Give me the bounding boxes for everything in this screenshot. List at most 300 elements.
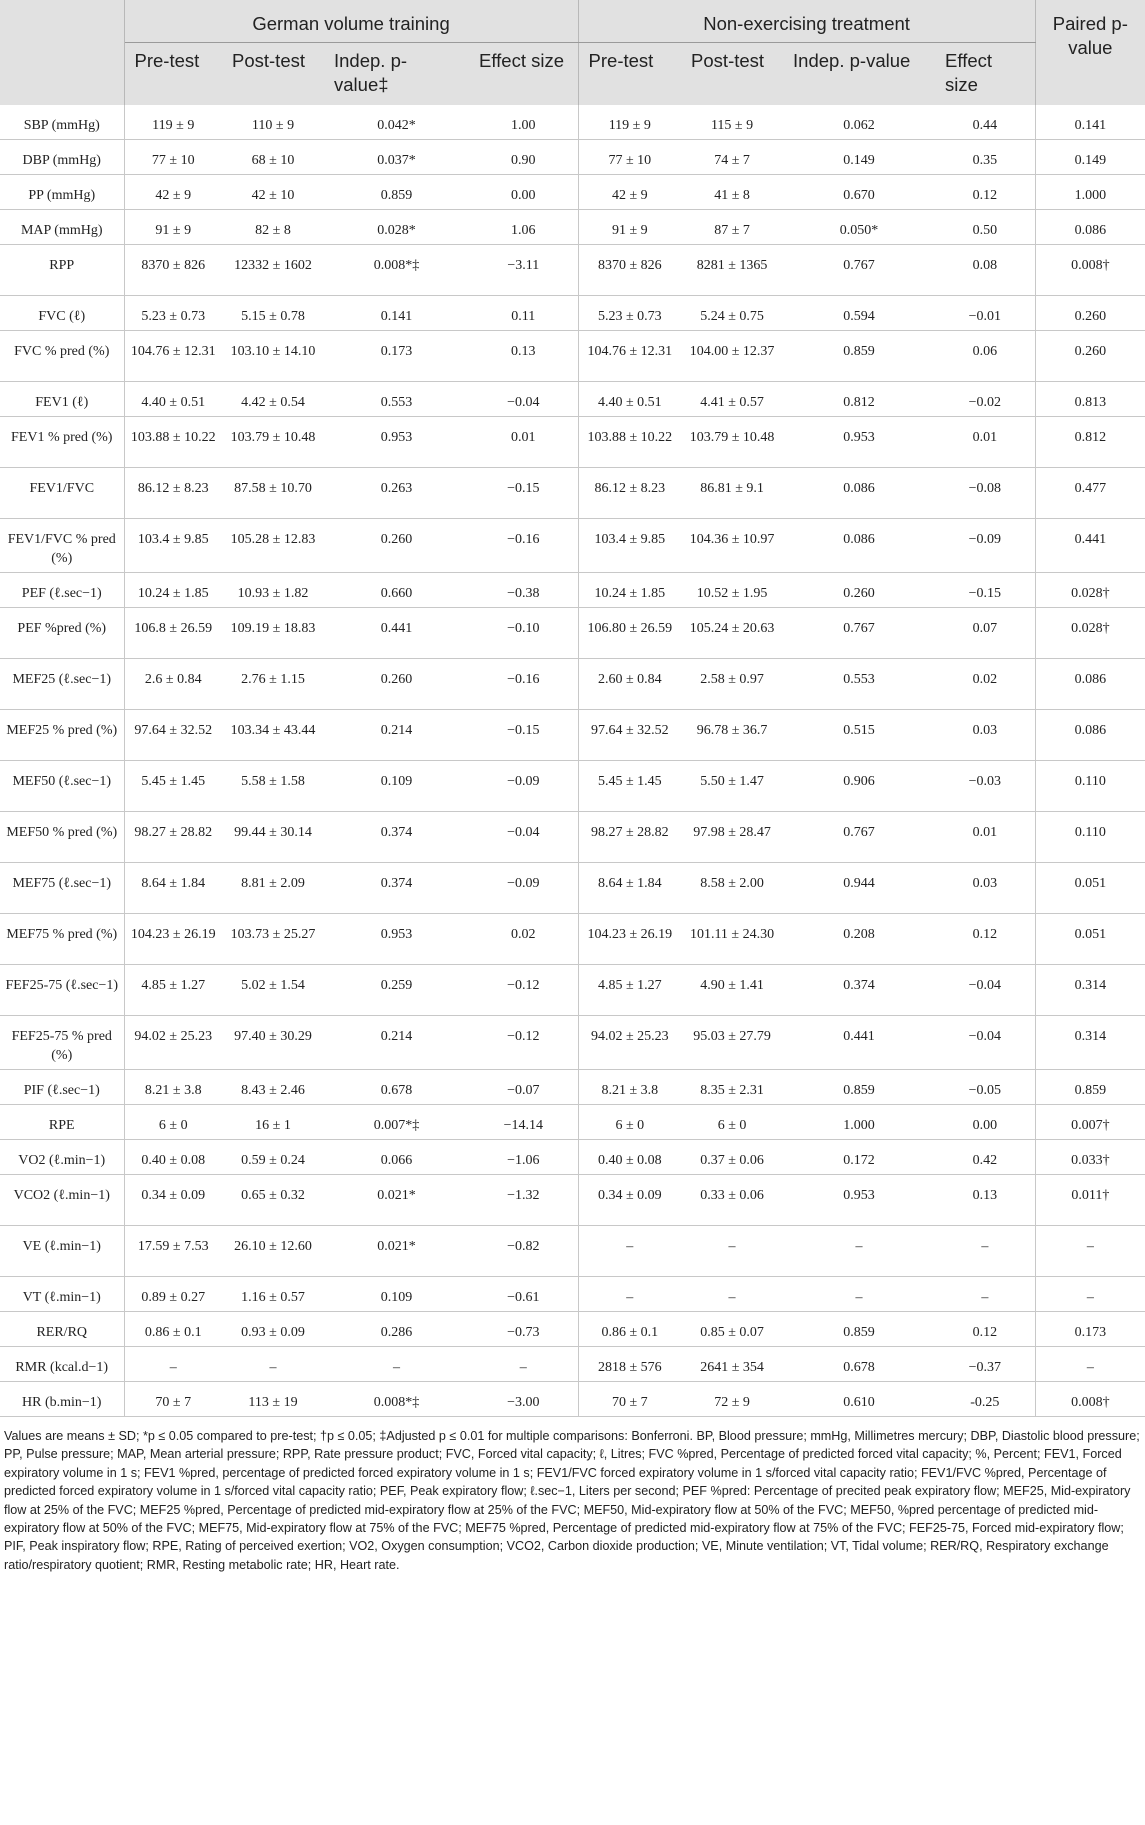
cell-net-post: 95.03 ± 27.79 (681, 1016, 783, 1070)
cell-gvt-pre: 5.45 ± 1.45 (124, 761, 222, 812)
cell-gvt-pre: 91 ± 9 (124, 210, 222, 245)
group-header-gvt: German volume training (124, 0, 578, 43)
cell-gvt-effect: −0.16 (469, 519, 578, 573)
cell-variable: FEF25-75 % pred (%) (0, 1016, 124, 1070)
table-row (0, 468, 1145, 519)
cell-paired-p: 0.011† (1035, 1175, 1145, 1226)
cell-paired-p: 0.859 (1035, 1070, 1145, 1105)
table-footnote: Values are means ± SD; *p ≤ 0.05 compared to pre-test; †p ≤ 0.05; ‡Adjusted p ≤ 0.01 for multiple comparisons: Bonferroni. BP, Blood pressure; mmHg, Millimetres mercury; DBP, Diastolic blood pressure; PP, Pulse pressure; MAP, Mean arterial pressure; RPP, Rate pressure product; FVC, Forced vital capacity; ℓ, Litres; FVC %pred, Percentage of predicted forced vital capacity; %, Percent; FEV1, Forced expiratory volume in 1 s; FEV1 %pred, percentage of predicted forced expiratory volume in 1 s; FEV1/FVC forced expiratory volume in 1 s/forced vital capacity ratio; FEV1/FVC %pred, Percentage of predicted forced expiratory volume in 1 s/forced vital capacity ratio; PEF, Peak expiratory flow; ℓ.sec−1, Liters per second; PEF %pred: Percentage of precited peak expiratory flow; MEF25, Mid-expiratory flow at 25% of the FVC; MEF25 %pred, Percentage of predicted mid-expiratory flow at 25% of the FVC; MEF50, Mid-expiratory flow at 50% of the FVC; MEF50, %pred percentage of predicted mid-expiratory flow at 50% of the FVC; MEF75, Mid-expiratory flow at 75% of the FVC; MEF75 %pred, Percentage of predicted mid-expiratory flow at 75% of the FVC; FEF25-75, Forced mid-expiratory flow; PIF, Peak inspiratory flow; RPE, Rating of perceived exertion; VO2, Oxygen consumption; VCO2, Carbon dioxide production; VE, Minute ventilation; VT, Tidal volume; RER/RQ, Respiratory exchange ratio/respiratory quotient; RMR, Resting metabolic rate; HR, Heart rate. (4, 1429, 1140, 1572)
cell-gvt-post: 1.16 ± 0.57 (222, 1277, 324, 1312)
cell-gvt-p: 0.953 (324, 914, 469, 965)
cell-gvt-pre: 0.34 ± 0.09 (124, 1175, 222, 1226)
cell-gvt-post: – (222, 1347, 324, 1382)
cell-net-post: 2.58 ± 0.97 (681, 659, 783, 710)
cell-gvt-post: 26.10 ± 12.60 (222, 1226, 324, 1277)
col-header-gvt-post: Post-test (222, 43, 324, 106)
cell-net-p: 0.812 (783, 382, 935, 417)
cell-gvt-p: 0.263 (324, 468, 469, 519)
cell-net-pre: 0.40 ± 0.08 (578, 1140, 681, 1175)
cell-gvt-pre: 97.64 ± 32.52 (124, 710, 222, 761)
cell-net-pre: 0.34 ± 0.09 (578, 1175, 681, 1226)
cell-net-post: 8281 ± 1365 (681, 245, 783, 296)
cell-net-pre: 4.85 ± 1.27 (578, 965, 681, 1016)
cell-variable: PIF (ℓ.sec−1) (0, 1070, 124, 1105)
cell-variable: VE (ℓ.min−1) (0, 1226, 124, 1277)
cell-gvt-p: 0.008*‡ (324, 1382, 469, 1417)
cell-gvt-post: 4.42 ± 0.54 (222, 382, 324, 417)
cell-paired-p: 0.110 (1035, 812, 1145, 863)
cell-net-effect: -0.25 (935, 1382, 1035, 1417)
cell-gvt-p: 0.286 (324, 1312, 469, 1347)
cell-gvt-post: 110 ± 9 (222, 105, 324, 140)
table-row (0, 245, 1145, 296)
cell-net-p: 1.000 (783, 1105, 935, 1140)
cell-net-pre: – (578, 1226, 681, 1277)
cell-net-post: – (681, 1277, 783, 1312)
cell-net-pre: 8.64 ± 1.84 (578, 863, 681, 914)
table-row (0, 761, 1145, 812)
cell-net-pre: 5.23 ± 0.73 (578, 296, 681, 331)
cell-net-effect: −0.03 (935, 761, 1035, 812)
cell-variable: VCO2 (ℓ.min−1) (0, 1175, 124, 1226)
cell-paired-p: 0.314 (1035, 1016, 1145, 1070)
cell-variable: FVC % pred (%) (0, 331, 124, 382)
cell-net-effect: 0.50 (935, 210, 1035, 245)
cell-paired-p: 0.260 (1035, 331, 1145, 382)
cell-gvt-pre: 103.88 ± 10.22 (124, 417, 222, 468)
cell-net-p: 0.515 (783, 710, 935, 761)
cell-paired-p: 0.149 (1035, 140, 1145, 175)
table-row (0, 519, 1145, 573)
cell-net-post: 104.36 ± 10.97 (681, 519, 783, 573)
cell-net-pre: 6 ± 0 (578, 1105, 681, 1140)
cell-gvt-effect: 0.11 (469, 296, 578, 331)
cell-variable: FVC (ℓ) (0, 296, 124, 331)
cell-gvt-p: 0.037* (324, 140, 469, 175)
cell-gvt-p: 0.259 (324, 965, 469, 1016)
cell-paired-p: 0.086 (1035, 210, 1145, 245)
cell-variable: SBP (mmHg) (0, 105, 124, 140)
cell-variable: MEF75 (ℓ.sec−1) (0, 863, 124, 914)
cell-net-pre: 97.64 ± 32.52 (578, 710, 681, 761)
table-row (0, 296, 1145, 331)
cell-net-pre: 104.23 ± 26.19 (578, 914, 681, 965)
cell-net-post: 0.37 ± 0.06 (681, 1140, 783, 1175)
cell-net-p: 0.208 (783, 914, 935, 965)
cell-net-p: 0.374 (783, 965, 935, 1016)
cell-gvt-effect: 0.90 (469, 140, 578, 175)
cell-net-effect: −0.05 (935, 1070, 1035, 1105)
cell-gvt-p: 0.953 (324, 417, 469, 468)
cell-net-pre: 10.24 ± 1.85 (578, 573, 681, 608)
cell-net-effect: 0.01 (935, 417, 1035, 468)
table-row (0, 1347, 1145, 1382)
cell-gvt-p: – (324, 1347, 469, 1382)
group-header-net: Non-exercising treatment (578, 0, 1035, 43)
cell-net-p: 0.767 (783, 812, 935, 863)
cell-gvt-p: 0.678 (324, 1070, 469, 1105)
col-header-net-pre: Pre-test (578, 43, 681, 106)
cell-net-post: 8.58 ± 2.00 (681, 863, 783, 914)
cell-gvt-post: 103.73 ± 25.27 (222, 914, 324, 965)
cell-gvt-post: 16 ± 1 (222, 1105, 324, 1140)
cell-paired-p: 0.051 (1035, 914, 1145, 965)
cell-net-effect: 0.42 (935, 1140, 1035, 1175)
cell-net-pre: – (578, 1277, 681, 1312)
cell-variable: FEV1 % pred (%) (0, 417, 124, 468)
cell-gvt-effect: −0.15 (469, 710, 578, 761)
cell-variable: DBP (mmHg) (0, 140, 124, 175)
cell-gvt-p: 0.553 (324, 382, 469, 417)
header-corner-sub (0, 43, 124, 106)
cell-gvt-post: 42 ± 10 (222, 175, 324, 210)
table-row (0, 1140, 1145, 1175)
cell-gvt-pre: 98.27 ± 28.82 (124, 812, 222, 863)
cell-gvt-pre: 42 ± 9 (124, 175, 222, 210)
cell-variable: MAP (mmHg) (0, 210, 124, 245)
cell-net-effect: 0.35 (935, 140, 1035, 175)
cell-gvt-post: 5.02 ± 1.54 (222, 965, 324, 1016)
cell-net-post: 0.85 ± 0.07 (681, 1312, 783, 1347)
cell-variable: HR (b.min−1) (0, 1382, 124, 1417)
cell-gvt-effect: −0.16 (469, 659, 578, 710)
cell-paired-p: 0.477 (1035, 468, 1145, 519)
table-header (0, 0, 1145, 105)
cell-gvt-post: 5.15 ± 0.78 (222, 296, 324, 331)
cell-net-p: 0.767 (783, 608, 935, 659)
cell-gvt-p: 0.042* (324, 105, 469, 140)
table-row (0, 417, 1145, 468)
cell-paired-p: – (1035, 1277, 1145, 1312)
cell-gvt-pre: 106.8 ± 26.59 (124, 608, 222, 659)
table-row (0, 1277, 1145, 1312)
cell-net-pre: 86.12 ± 8.23 (578, 468, 681, 519)
cell-gvt-post: 99.44 ± 30.14 (222, 812, 324, 863)
cell-net-p: 0.859 (783, 1070, 935, 1105)
table-row (0, 382, 1145, 417)
cell-gvt-post: 68 ± 10 (222, 140, 324, 175)
cell-gvt-pre: 4.85 ± 1.27 (124, 965, 222, 1016)
cell-paired-p: 0.007† (1035, 1105, 1145, 1140)
table-row (0, 1105, 1145, 1140)
cell-gvt-effect: −3.00 (469, 1382, 578, 1417)
cell-gvt-effect: −0.04 (469, 382, 578, 417)
cell-gvt-pre: 86.12 ± 8.23 (124, 468, 222, 519)
table-row (0, 1382, 1145, 1417)
col-header-gvt-pre: Pre-test (124, 43, 222, 106)
cell-net-p: 0.594 (783, 296, 935, 331)
table-row (0, 1226, 1145, 1277)
cell-net-p: 0.553 (783, 659, 935, 710)
cell-net-effect: – (935, 1226, 1035, 1277)
table-row (0, 659, 1145, 710)
cell-gvt-effect: −14.14 (469, 1105, 578, 1140)
cell-net-pre: 4.40 ± 0.51 (578, 382, 681, 417)
cell-net-pre: 2818 ± 576 (578, 1347, 681, 1382)
cell-gvt-post: 103.34 ± 43.44 (222, 710, 324, 761)
cell-net-effect: 0.00 (935, 1105, 1035, 1140)
cell-net-effect: 0.07 (935, 608, 1035, 659)
cell-net-p: 0.953 (783, 1175, 935, 1226)
cell-variable: RPE (0, 1105, 124, 1140)
cell-gvt-post: 109.19 ± 18.83 (222, 608, 324, 659)
cell-net-p: 0.086 (783, 519, 935, 573)
cell-paired-p: 0.028† (1035, 608, 1145, 659)
col-header-net-p: Indep. p-value (783, 43, 935, 106)
cell-gvt-p: 0.141 (324, 296, 469, 331)
cell-gvt-effect: −0.07 (469, 1070, 578, 1105)
cell-gvt-pre: 4.40 ± 0.51 (124, 382, 222, 417)
cell-net-effect: −0.04 (935, 965, 1035, 1016)
cell-gvt-pre: 0.40 ± 0.08 (124, 1140, 222, 1175)
cell-net-post: 72 ± 9 (681, 1382, 783, 1417)
cell-gvt-pre: – (124, 1347, 222, 1382)
cell-net-effect: 0.03 (935, 863, 1035, 914)
table-row (0, 710, 1145, 761)
cell-paired-p: – (1035, 1347, 1145, 1382)
cell-gvt-p: 0.260 (324, 659, 469, 710)
cell-gvt-pre: 0.89 ± 0.27 (124, 1277, 222, 1312)
cell-gvt-post: 103.10 ± 14.10 (222, 331, 324, 382)
cell-net-pre: 106.80 ± 26.59 (578, 608, 681, 659)
cell-gvt-effect: −0.04 (469, 812, 578, 863)
cell-gvt-post: 105.28 ± 12.83 (222, 519, 324, 573)
cell-gvt-effect: −1.32 (469, 1175, 578, 1226)
cell-gvt-p: 0.066 (324, 1140, 469, 1175)
cell-net-p: – (783, 1226, 935, 1277)
cell-net-p: 0.906 (783, 761, 935, 812)
cell-gvt-post: 0.93 ± 0.09 (222, 1312, 324, 1347)
cell-gvt-effect: −0.61 (469, 1277, 578, 1312)
cell-variable: RPP (0, 245, 124, 296)
cell-net-post: – (681, 1226, 783, 1277)
cell-net-effect: −0.15 (935, 573, 1035, 608)
cell-net-pre: 91 ± 9 (578, 210, 681, 245)
table-row (0, 965, 1145, 1016)
cell-gvt-pre: 8.21 ± 3.8 (124, 1070, 222, 1105)
cell-net-effect: 0.08 (935, 245, 1035, 296)
cell-gvt-p: 0.109 (324, 761, 469, 812)
cell-net-post: 5.24 ± 0.75 (681, 296, 783, 331)
cell-gvt-effect: −0.38 (469, 573, 578, 608)
cell-gvt-pre: 103.4 ± 9.85 (124, 519, 222, 573)
cell-gvt-p: 0.021* (324, 1226, 469, 1277)
cell-gvt-pre: 5.23 ± 0.73 (124, 296, 222, 331)
cell-net-pre: 70 ± 7 (578, 1382, 681, 1417)
cell-variable: VT (ℓ.min−1) (0, 1277, 124, 1312)
cell-gvt-post: 8.81 ± 2.09 (222, 863, 324, 914)
cell-net-p: 0.859 (783, 1312, 935, 1347)
cell-net-post: 87 ± 7 (681, 210, 783, 245)
col-header-gvt-p: Indep. p-value‡ (324, 43, 469, 106)
cell-paired-p: 0.260 (1035, 296, 1145, 331)
cell-gvt-post: 2.76 ± 1.15 (222, 659, 324, 710)
table-body (0, 105, 1145, 1417)
cell-paired-p: 0.141 (1035, 105, 1145, 140)
cell-variable: VO2 (ℓ.min−1) (0, 1140, 124, 1175)
cell-net-p: 0.767 (783, 245, 935, 296)
cell-gvt-post: 12332 ± 1602 (222, 245, 324, 296)
cell-gvt-effect: −1.06 (469, 1140, 578, 1175)
cell-variable: MEF25 % pred (%) (0, 710, 124, 761)
cell-net-post: 10.52 ± 1.95 (681, 573, 783, 608)
cell-variable: MEF25 (ℓ.sec−1) (0, 659, 124, 710)
cell-gvt-pre: 0.86 ± 0.1 (124, 1312, 222, 1347)
cell-gvt-effect: −0.15 (469, 468, 578, 519)
table-row (0, 1016, 1145, 1070)
cell-gvt-effect: −0.10 (469, 608, 578, 659)
cell-variable: PEF %pred (%) (0, 608, 124, 659)
cell-gvt-p: 0.008*‡ (324, 245, 469, 296)
cell-net-effect: −0.04 (935, 1016, 1035, 1070)
cell-variable: FEF25-75 (ℓ.sec−1) (0, 965, 124, 1016)
cell-gvt-pre: 119 ± 9 (124, 105, 222, 140)
cell-gvt-effect: −0.12 (469, 965, 578, 1016)
cell-gvt-p: 0.374 (324, 812, 469, 863)
cell-gvt-post: 8.43 ± 2.46 (222, 1070, 324, 1105)
cell-net-post: 96.78 ± 36.7 (681, 710, 783, 761)
cell-gvt-pre: 10.24 ± 1.85 (124, 573, 222, 608)
cell-net-pre: 119 ± 9 (578, 105, 681, 140)
cell-variable: MEF75 % pred (%) (0, 914, 124, 965)
col-header-net-effect: Effect size (935, 43, 1035, 106)
cell-gvt-effect: – (469, 1347, 578, 1382)
cell-net-effect: 0.12 (935, 175, 1035, 210)
cell-net-pre: 0.86 ± 0.1 (578, 1312, 681, 1347)
cell-gvt-effect: −0.12 (469, 1016, 578, 1070)
table-row (0, 175, 1145, 210)
cell-gvt-pre: 70 ± 7 (124, 1382, 222, 1417)
cell-gvt-pre: 104.23 ± 26.19 (124, 914, 222, 965)
cell-net-post: 86.81 ± 9.1 (681, 468, 783, 519)
cell-paired-p: 0.086 (1035, 710, 1145, 761)
cell-net-post: 5.50 ± 1.47 (681, 761, 783, 812)
cell-net-post: 105.24 ± 20.63 (681, 608, 783, 659)
cell-net-effect: −0.02 (935, 382, 1035, 417)
cell-net-post: 8.35 ± 2.31 (681, 1070, 783, 1105)
cell-variable: MEF50 (ℓ.sec−1) (0, 761, 124, 812)
cell-gvt-effect: 0.13 (469, 331, 578, 382)
cell-net-p: 0.149 (783, 140, 935, 175)
cell-gvt-effect: −3.11 (469, 245, 578, 296)
cell-net-p: 0.670 (783, 175, 935, 210)
cell-net-p: 0.610 (783, 1382, 935, 1417)
cell-variable: PP (mmHg) (0, 175, 124, 210)
cell-net-effect: 0.44 (935, 105, 1035, 140)
cell-paired-p: – (1035, 1226, 1145, 1277)
cell-gvt-p: 0.028* (324, 210, 469, 245)
cell-gvt-effect: 0.02 (469, 914, 578, 965)
cell-net-effect: 0.01 (935, 812, 1035, 863)
cell-net-p: 0.172 (783, 1140, 935, 1175)
cell-variable: PEF (ℓ.sec−1) (0, 573, 124, 608)
cell-gvt-effect: −0.09 (469, 863, 578, 914)
cell-gvt-effect: 1.06 (469, 210, 578, 245)
table-row (0, 140, 1145, 175)
table-row (0, 1070, 1145, 1105)
cell-gvt-post: 87.58 ± 10.70 (222, 468, 324, 519)
cell-variable: FEV1/FVC % pred (%) (0, 519, 124, 573)
cell-gvt-pre: 8370 ± 826 (124, 245, 222, 296)
table-row (0, 210, 1145, 245)
cell-gvt-p: 0.214 (324, 710, 469, 761)
cell-paired-p: 0.110 (1035, 761, 1145, 812)
cell-gvt-effect: −0.82 (469, 1226, 578, 1277)
cell-gvt-p: 0.660 (324, 573, 469, 608)
cell-gvt-pre: 17.59 ± 7.53 (124, 1226, 222, 1277)
cell-net-pre: 94.02 ± 25.23 (578, 1016, 681, 1070)
cell-net-effect: 0.06 (935, 331, 1035, 382)
cell-net-post: 97.98 ± 28.47 (681, 812, 783, 863)
cell-gvt-effect: 0.00 (469, 175, 578, 210)
table-row (0, 1312, 1145, 1347)
table-row (0, 812, 1145, 863)
group-header-paired: Paired p-value (1035, 0, 1145, 105)
cell-net-pre: 8.21 ± 3.8 (578, 1070, 681, 1105)
table-row (0, 914, 1145, 965)
cell-paired-p: 0.314 (1035, 965, 1145, 1016)
cell-net-pre: 77 ± 10 (578, 140, 681, 175)
cell-net-pre: 103.4 ± 9.85 (578, 519, 681, 573)
cell-net-post: 4.41 ± 0.57 (681, 382, 783, 417)
cell-gvt-effect: −0.73 (469, 1312, 578, 1347)
cell-variable: RMR (kcal.d−1) (0, 1347, 124, 1382)
cell-gvt-effect: −0.09 (469, 761, 578, 812)
cell-net-p: 0.441 (783, 1016, 935, 1070)
cell-net-post: 101.11 ± 24.30 (681, 914, 783, 965)
cell-net-effect: 0.02 (935, 659, 1035, 710)
cell-gvt-p: 0.441 (324, 608, 469, 659)
cell-net-p: – (783, 1277, 935, 1312)
cell-paired-p: 1.000 (1035, 175, 1145, 210)
table-row (0, 105, 1145, 140)
cell-gvt-p: 0.859 (324, 175, 469, 210)
cell-net-pre: 8370 ± 826 (578, 245, 681, 296)
cell-gvt-p: 0.109 (324, 1277, 469, 1312)
cell-gvt-p: 0.007*‡ (324, 1105, 469, 1140)
table-row (0, 1175, 1145, 1226)
cell-net-post: 4.90 ± 1.41 (681, 965, 783, 1016)
cell-variable: FEV1 (ℓ) (0, 382, 124, 417)
cell-net-pre: 5.45 ± 1.45 (578, 761, 681, 812)
cell-net-p: 0.678 (783, 1347, 935, 1382)
cell-net-pre: 2.60 ± 0.84 (578, 659, 681, 710)
cell-gvt-post: 82 ± 8 (222, 210, 324, 245)
table-row (0, 608, 1145, 659)
cell-paired-p: 0.813 (1035, 382, 1145, 417)
cell-net-p: 0.050* (783, 210, 935, 245)
cell-paired-p: 0.033† (1035, 1140, 1145, 1175)
cell-variable: RER/RQ (0, 1312, 124, 1347)
cell-gvt-pre: 6 ± 0 (124, 1105, 222, 1140)
cell-gvt-post: 0.65 ± 0.32 (222, 1175, 324, 1226)
cell-variable: FEV1/FVC (0, 468, 124, 519)
cell-gvt-p: 0.374 (324, 863, 469, 914)
cell-net-effect: – (935, 1277, 1035, 1312)
cell-gvt-post: 0.59 ± 0.24 (222, 1140, 324, 1175)
cell-gvt-post: 10.93 ± 1.82 (222, 573, 324, 608)
cell-gvt-p: 0.214 (324, 1016, 469, 1070)
cell-paired-p: 0.008† (1035, 245, 1145, 296)
cell-paired-p: 0.086 (1035, 659, 1145, 710)
cell-net-pre: 103.88 ± 10.22 (578, 417, 681, 468)
cell-net-post: 0.33 ± 0.06 (681, 1175, 783, 1226)
cell-net-effect: 0.13 (935, 1175, 1035, 1226)
cell-gvt-post: 113 ± 19 (222, 1382, 324, 1417)
cell-net-effect: 0.12 (935, 1312, 1035, 1347)
cell-net-effect: −0.01 (935, 296, 1035, 331)
cell-net-post: 115 ± 9 (681, 105, 783, 140)
